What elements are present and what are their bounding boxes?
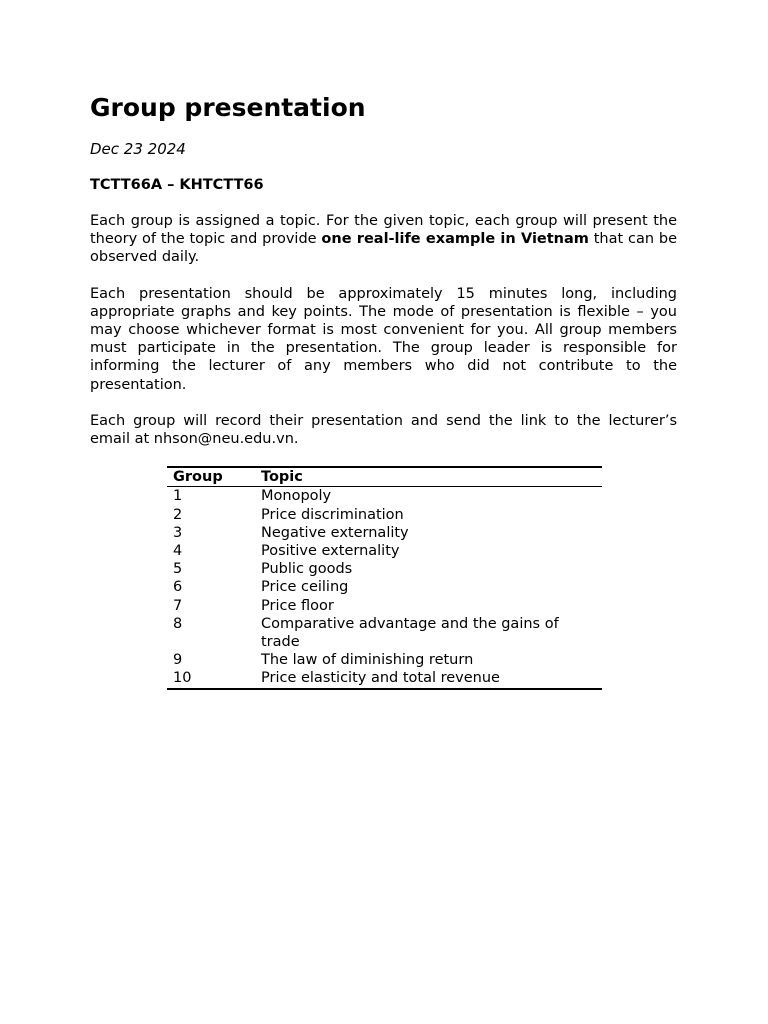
- group-topic: Price ceiling: [261, 579, 349, 596]
- group-topic: Public goods: [261, 561, 353, 578]
- group-number: 9: [173, 652, 183, 669]
- group-number: 4: [173, 543, 183, 560]
- group-number: 8: [173, 615, 183, 632]
- group-topic: Price discrimination: [261, 506, 404, 523]
- group-topic: Comparative advantage and the gains of trade: [261, 615, 559, 651]
- table-row: [167, 487, 602, 506]
- group-topic: Positive externality: [261, 543, 400, 560]
- paragraph-assignment: [90, 212, 677, 267]
- course-code: TCTT66A – KHTCTT66: [90, 177, 264, 193]
- group-number: 10: [173, 670, 192, 687]
- paragraph-submission: Each group will record their presentation and send the link to the lecturer’s email at nhson@neu.edu.vn.: [90, 412, 677, 448]
- paragraph-assignment-text-1: Each group is assigned a topic. For the given topic, each group will present the theory of the topic and provide: [90, 213, 677, 248]
- paragraph-requirements: Each presentation should be approximately 15 minutes long, including appropriate graphs and key points. The mode of presentation is flexible – you may choose whichever format is most convenient for you. All group members must participate in the presentation. The group leader is responsible for informing the lecturer of any members who did not contribute to the presentation.: [90, 285, 677, 393]
- table-header-row: [167, 467, 602, 487]
- header-group: Group: [173, 469, 223, 486]
- header-topic: Topic: [261, 469, 303, 486]
- table-row: [167, 597, 602, 615]
- group-number: 5: [173, 561, 183, 578]
- group-topic: Monopoly: [261, 488, 332, 505]
- group-number: 7: [173, 597, 183, 614]
- group-number: 1: [173, 488, 183, 505]
- paragraph-assignment-text-2: that can be observed daily.: [90, 231, 677, 266]
- table-row: [167, 506, 602, 524]
- group-number: 3: [173, 524, 183, 541]
- table-row: [167, 669, 602, 688]
- table-row: [167, 651, 602, 669]
- group-topic: Negative externality: [261, 524, 409, 541]
- table-row: [167, 615, 602, 651]
- group-topic: Price floor: [261, 597, 334, 614]
- document-title: Group presentation: [90, 93, 366, 122]
- table-row: [167, 560, 602, 578]
- group-number: 6: [173, 579, 183, 596]
- document-page: [90, 90, 677, 690]
- group-number: 2: [173, 506, 183, 523]
- group-topic: The law of diminishing return: [261, 652, 474, 669]
- document-date: Dec 23 2024: [90, 140, 186, 158]
- paragraph-assignment-emphasis: one real-life example in Vietnam: [321, 231, 589, 248]
- table-row: [167, 578, 602, 596]
- table-row: [167, 542, 602, 560]
- table-row: [167, 524, 602, 542]
- topic-table: [167, 466, 602, 689]
- group-topic: Price elasticity and total revenue: [261, 670, 500, 687]
